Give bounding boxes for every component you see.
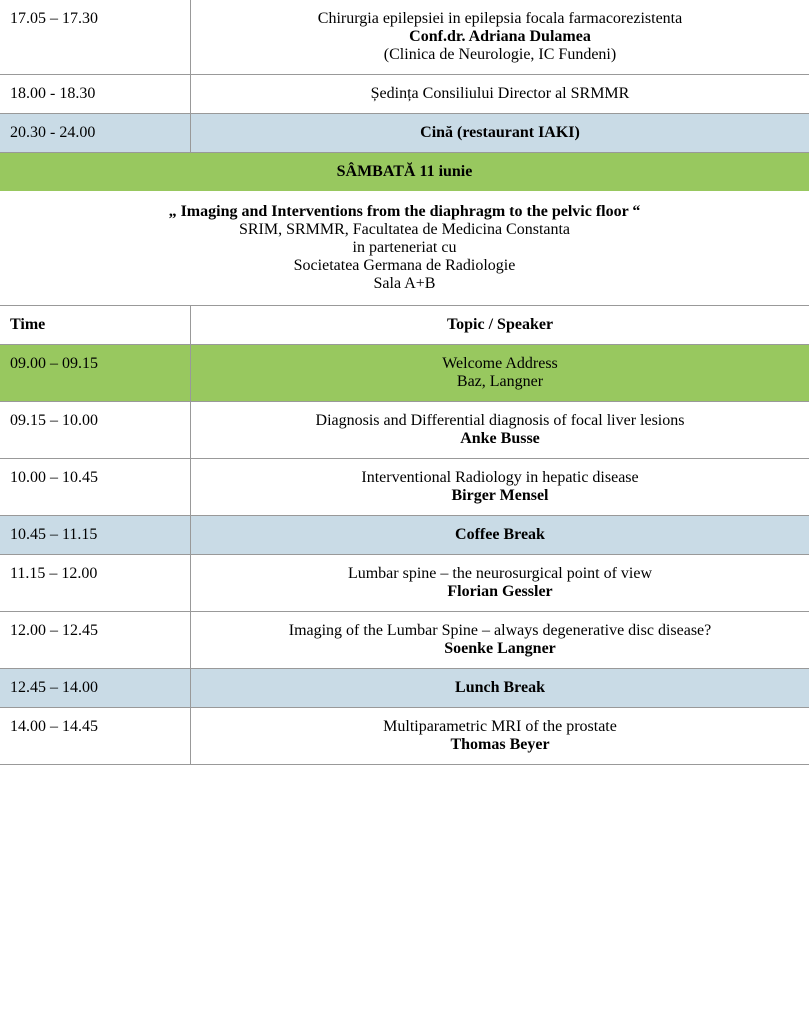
schedule-row: [0, 669, 809, 708]
time-cell: 20.30 - 24.00: [10, 124, 96, 141]
table-header: [0, 306, 809, 345]
speaker-name: Baz, Langner: [456, 373, 544, 390]
topic-cell: [190, 612, 809, 668]
schedule-row: [0, 402, 809, 459]
topic-cell: [190, 0, 809, 74]
time-cell: 12.45 – 14.00: [10, 679, 98, 696]
partner-intro: in parteneriat cu: [352, 239, 457, 256]
schedule-row: [0, 0, 809, 75]
time-cell: 10.00 – 10.45: [10, 469, 98, 486]
topic-title: Welcome Address: [442, 355, 558, 372]
speaker-affiliation: (Clinica de Neurologie, IC Fundeni): [383, 46, 617, 63]
time-cell: 09.00 – 09.15: [10, 355, 98, 372]
day-title: SÂMBATĂ 11 iunie: [0, 153, 809, 191]
organizers: SRIM, SRMMR, Facultatea de Medicina Constanta: [238, 221, 571, 238]
topic-cell: Lunch Break: [190, 669, 809, 707]
topic-cell: Cină (restaurant IAKI): [190, 114, 809, 152]
friday-schedule: [0, 0, 809, 153]
time-cell: 18.00 - 18.30: [10, 85, 96, 102]
time-cell: 11.15 – 12.00: [10, 565, 98, 582]
topic-title: Imaging of the Lumbar Spine – always degenerative disc disease?: [288, 622, 712, 639]
partner-name: Societatea Germana de Radiologie: [293, 257, 516, 274]
session-title: „ Imaging and Interventions from the diaphragm to the pelvic floor “: [168, 203, 641, 220]
schedule-row: [0, 612, 809, 669]
schedule-row: [0, 459, 809, 516]
schedule-row: [0, 345, 809, 402]
time-cell: 09.15 – 10.00: [10, 412, 98, 429]
room: Sala A+B: [373, 275, 436, 292]
time-cell: 14.00 – 14.45: [10, 718, 98, 735]
topic-cell: [190, 555, 809, 611]
schedule-row: [0, 708, 809, 765]
speaker-name: Soenke Langner: [444, 640, 556, 657]
saturday-schedule: [0, 153, 809, 765]
time-cell: 17.05 – 17.30: [10, 10, 98, 27]
speaker-name: Conf.dr. Adriana Dulamea: [409, 28, 591, 45]
topic-title: Chirurgia epilepsiei in epilepsia focala farmacorezistenta: [317, 10, 683, 27]
schedule-row: [0, 75, 809, 114]
topic-title: Diagnosis and Differential diagnosis of focal liver lesions: [315, 412, 685, 429]
schedule-row: [0, 555, 809, 612]
topic-cell: [190, 402, 809, 458]
time-cell: 12.00 – 12.45: [10, 622, 98, 639]
topic-title: Lumbar spine – the neurosurgical point of view: [347, 565, 653, 582]
topic-header: Topic / Speaker: [190, 306, 809, 344]
time-cell: 10.45 – 11.15: [10, 526, 98, 543]
topic-cell: [190, 345, 809, 401]
schedule-row: [0, 516, 809, 555]
topic-cell: [190, 708, 809, 764]
topic-cell: Ședința Consiliului Director al SRMMR: [190, 75, 809, 113]
time-header: Time: [10, 316, 46, 333]
speaker-name: Thomas Beyer: [450, 736, 550, 753]
topic-cell: [190, 459, 809, 515]
topic-title: Multiparametric MRI of the prostate: [383, 718, 617, 735]
topic-title: Interventional Radiology in hepatic disease: [361, 469, 639, 486]
topic-cell: Coffee Break: [190, 516, 809, 554]
speaker-name: Birger Mensel: [451, 487, 549, 504]
schedule-row: [0, 114, 809, 153]
speaker-name: Anke Busse: [460, 430, 540, 447]
speaker-name: Florian Gessler: [447, 583, 553, 600]
session-info: [0, 191, 809, 306]
